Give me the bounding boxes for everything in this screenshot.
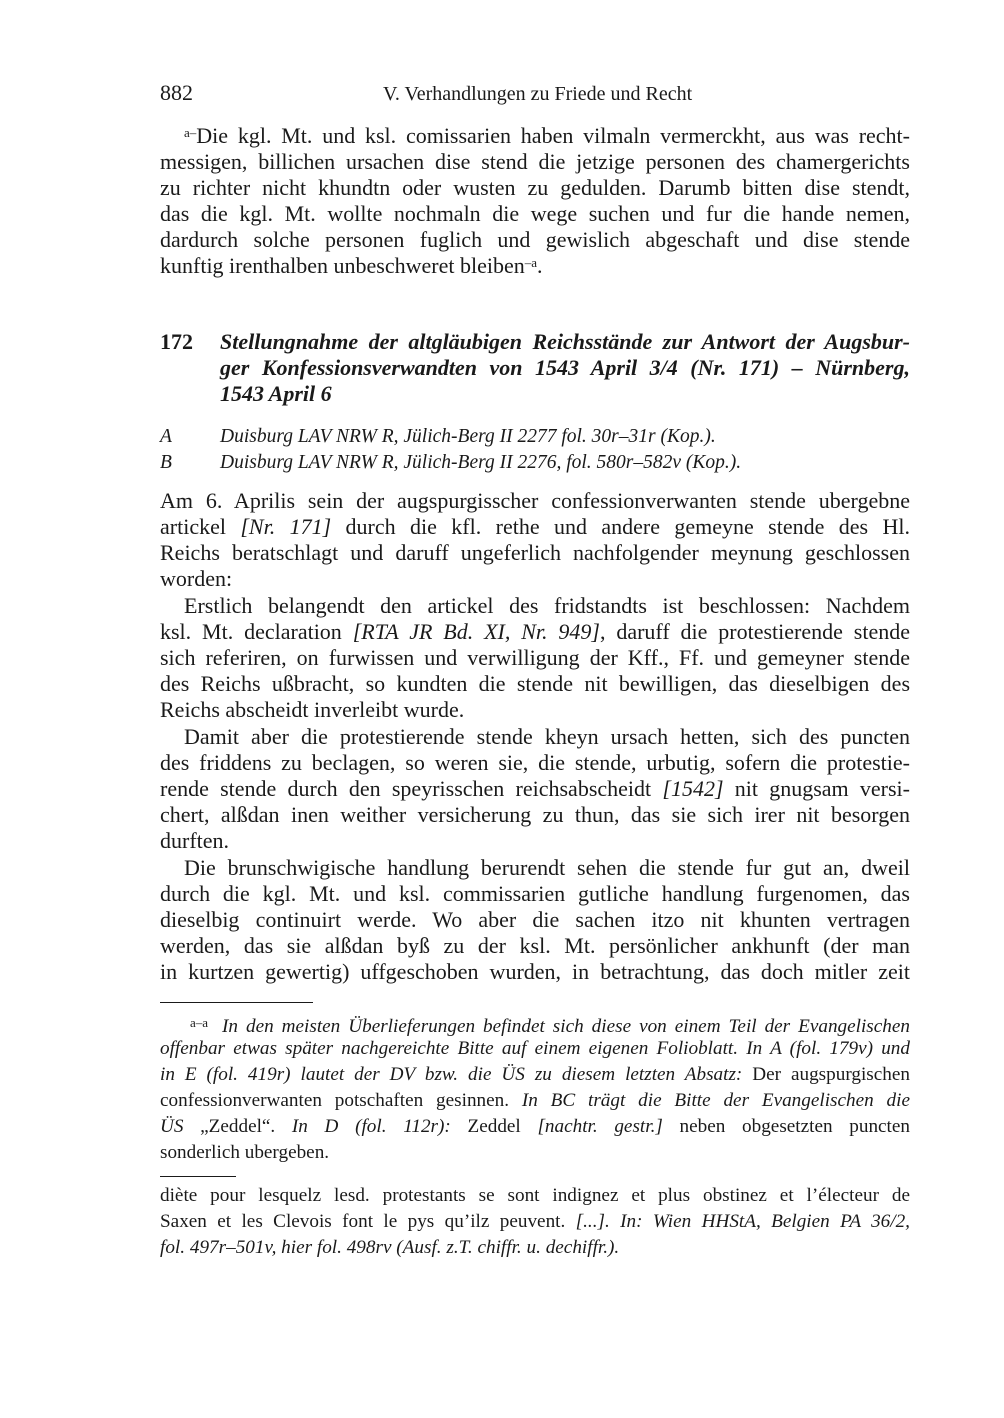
body-line: in kurtzen gewertig) uffgeschoben wurden, in betrachtung, das doch mitler zeit (160, 959, 910, 984)
body-line: des friddens zu beclagen, so weren sie, die stende, urbutig, sofern die protestie- (160, 750, 910, 775)
editorial-reference: [1542] (662, 776, 724, 801)
body-line: werden, das sie alßdan byß zu der ksl. Mt. persönlicher ankhunft (der man (160, 933, 910, 958)
footnote-text: In BC trägt die Bitte der Evangelischen die (521, 1090, 910, 1111)
footnote-line: sonderlich ubergeben. (160, 1142, 330, 1163)
body-line: des Reichs ußbracht, so kundten die stende nit bewilligen, das dieselbigen des (160, 671, 910, 696)
footnote-continuation-rule (160, 1176, 236, 1177)
footnote-text: [...]. In: Wien HHStA, Belgien PA 36/2, (575, 1211, 910, 1232)
document-title-line-2: ger Konfessionsverwandten von 1543 April 3/4 (Nr. 171) – Nürnberg, (220, 355, 910, 380)
page-number: 882 (160, 80, 193, 105)
footnote-text: confessionverwanten potschaften gesinnen. (160, 1090, 522, 1111)
body-line: durften. (160, 828, 230, 853)
source-text-a: Duisburg LAV NRW R, Jülich-Berg II 2277 fol. 30r–31r (Kop.). (220, 426, 716, 447)
body-line (160, 776, 910, 802)
intro-line-2: messigen, billichen ursachen dise stend die jetzige personen des chamergerichts (160, 149, 910, 174)
body-line: sich referiren, on furwissen und verwilligung der Kff., Ff. und gemeyner stende (160, 645, 910, 670)
footnote-text: in E (fol. 419r) lautet der DV bzw. die ÜS zu diesem letzten Absatz: (160, 1064, 753, 1085)
footnote-text: Der augspurgischen (752, 1064, 910, 1085)
body-line: Reichs beratschlagt und daruff ungeferlich nachfolgender meynung geschlossen (160, 540, 910, 565)
body-line (160, 619, 910, 645)
source-text-b: Duisburg LAV NRW R, Jülich-Berg II 2276, fol. 580r–582v (Kop.). (220, 452, 742, 473)
body-line: Die brunschwigische handlung berurendt sehen die stende fur gut an, dweil (184, 855, 910, 880)
footnote-line (160, 1062, 910, 1088)
body-line: Damit aber die protestierende stende kheyn ursach hetten, sich des puncten (184, 724, 910, 749)
intro-marker-open: a– (184, 125, 197, 140)
footnote-text: ÜS (160, 1116, 201, 1137)
source-siglum-b: B (160, 452, 172, 473)
body-text: rende stende durch den speyrisschen reichsabscheidt (160, 776, 663, 801)
body-line: Am 6. Aprilis sein der augspurgisscher confessionverwanten stende ubergebne (160, 488, 910, 513)
footnote-line: diète pour lesquelz lesd. protestants se sont indignez et plus obstinez et l’électeur de (160, 1185, 910, 1206)
source-siglum-a: A (160, 426, 172, 447)
footnote-rule (160, 1002, 313, 1003)
body-line: worden: (160, 566, 233, 591)
footnote-text: In den meisten Überlieferungen befindet sich diese von einem Teil der Evangelischen (222, 1016, 910, 1037)
editorial-reference: [RTA JR Bd. XI, Nr. 949] (352, 619, 600, 644)
footnote-text: In D (fol. 112r): (291, 1116, 468, 1137)
footnote-line: offenbar etwas später nachgereichte Bitte auf einem eigenen Folioblatt. In A (fol. 179v) und (160, 1038, 910, 1059)
footnote-line (160, 1209, 910, 1235)
body-line: durch die kgl. Mt. und ksl. commissarien gutliche handlung furgenomen, das (160, 881, 910, 906)
footnote-line (160, 1088, 910, 1114)
body-text: nit gnugsam versi- (723, 776, 910, 801)
intro-line-4: das die kgl. Mt. wollte nochmaln die wege suchen und fur die hande nemen, (160, 201, 910, 226)
document-title-line-1: Stellungnahme der altgläubigen Reichsstände zur Antwort der Augsbur- (220, 329, 910, 354)
body-text: artickel (160, 514, 241, 539)
editorial-reference: [Nr. 171] (240, 514, 332, 539)
footnote-text: [nachtr. gestr.] (537, 1116, 663, 1137)
document-title-line-3: 1543 April 6 (220, 381, 332, 406)
intro-text: kunftig irenthalben unbeschweret bleiben (160, 253, 525, 278)
body-line: Reichs abscheidt inverleibt wurde. (160, 697, 465, 722)
intro-period: . (537, 253, 543, 278)
running-title: V. Verhandlungen zu Friede und Recht (383, 83, 693, 105)
footnote-text: Saxen et les Clevois font le pys qu’ilz peuvent. (160, 1211, 576, 1232)
footnote-text: „Zeddel“. (200, 1116, 292, 1137)
document-number: 172 (160, 329, 193, 354)
body-line: dieselbig continuirt werde. Wo aber die sachen itzo nit khunten vertragen (160, 907, 910, 932)
body-line: chert, alßdan inen weither versicherung zu thun, das sie sich irer nit besorgen (160, 802, 910, 827)
body-text: durch die kfl. rethe und andere gemeyne stende des Hl. (331, 514, 910, 539)
intro-line-6 (160, 253, 910, 279)
body-line: Erstlich belangendt den artickel des fridstandts ist beschlossen: Nachdem (184, 593, 910, 618)
intro-line-1 (184, 123, 910, 149)
body-text: ksl. Mt. declaration (160, 619, 353, 644)
footnote-text: Zeddel (467, 1116, 538, 1137)
intro-text: Die kgl. Mt. und ksl. comissarien haben vilmaln vermerckht, aus was recht- (196, 123, 910, 148)
body-text: , daruff die protestierende stende (599, 619, 910, 644)
footnote-marker: a–a (190, 1015, 209, 1030)
intro-line-3: zu richter nicht khundtn oder wusten zu gedulden. Darumb bitten dise stendt, (160, 175, 910, 200)
footnote-text: neben obgesetzten puncten (662, 1116, 910, 1137)
footnote-line: fol. 497r–501v, hier fol. 498rv (Ausf. z.T. chiffr. u. dechiffr.). (160, 1237, 620, 1258)
intro-marker-close: –a (524, 255, 537, 270)
footnote-line (160, 1114, 910, 1140)
intro-line-5: dardurch solche personen fuglich und gewislich abgeschaft und dise stende (160, 227, 910, 252)
body-line (160, 514, 910, 540)
